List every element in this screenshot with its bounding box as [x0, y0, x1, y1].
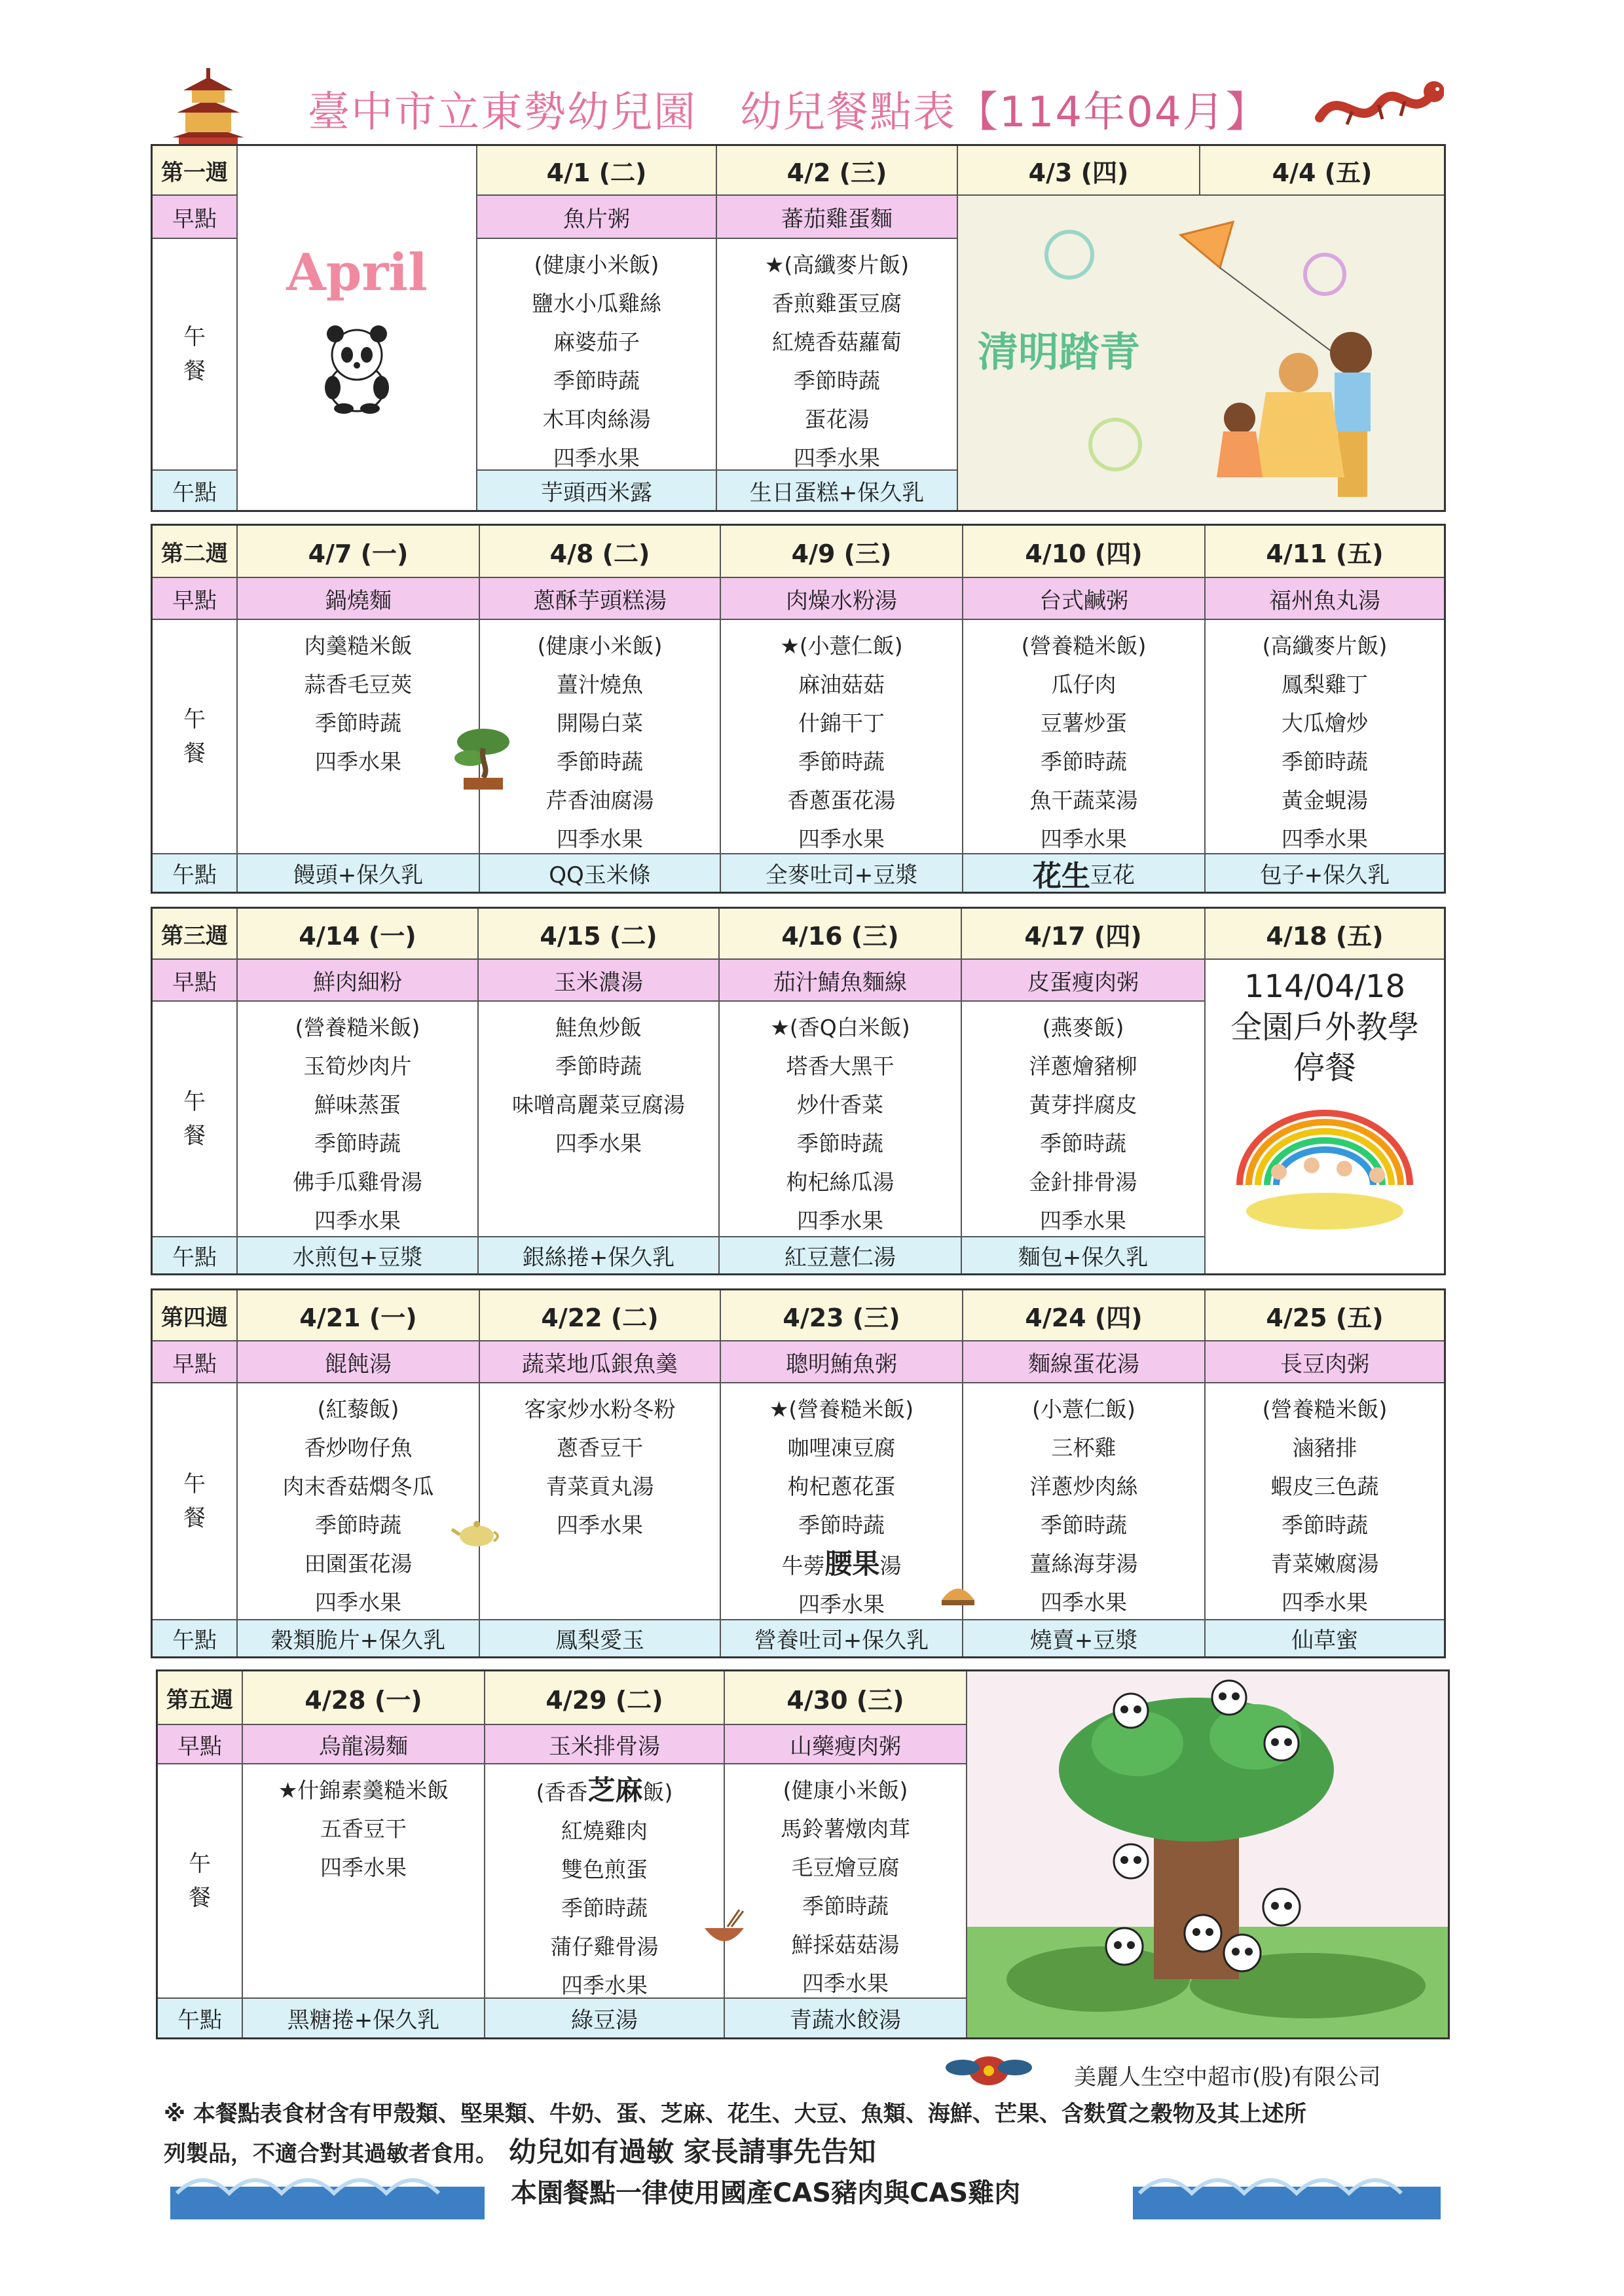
week1-day2-header: 4/2 (三)	[717, 146, 958, 196]
week4-day2-header: 4/22 (二)	[480, 1290, 721, 1341]
week2-lunch-label: 午 餐	[153, 620, 238, 854]
week4-day3-snack: 營養吐司+保久乳	[721, 1620, 963, 1656]
week1-day3-header: 4/3 (四)	[958, 146, 1200, 196]
week5-day1-breakfast: 烏龍湯麵	[243, 1725, 485, 1764]
week2-day1-lunch: 肉羹糙米飯 蒜香毛豆莢 季節時蔬 四季水果	[238, 620, 480, 854]
week5-day1-lunch: ★什錦素羹糙米飯 五香豆干 四季水果	[243, 1764, 485, 1999]
week4-day3-header: 4/23 (三)	[721, 1290, 963, 1341]
flower-icon	[943, 2048, 1035, 2094]
week3-day2-header: 4/15 (二)	[479, 909, 720, 960]
week3-day5-header: 4/18 (五)	[1206, 909, 1444, 960]
april-text: April	[286, 242, 428, 302]
week4-day3-lunch: ★(營養糙米飯) 咖哩凍豆腐 枸杞蔥花蛋 季節時蔬 牛蒡腰果湯 四季水果	[721, 1383, 963, 1620]
week3-day4-breakfast: 皮蛋瘦肉粥	[962, 960, 1206, 1002]
week5-day2-breakfast: 玉米排骨湯	[485, 1725, 725, 1764]
week3-label: 第三週	[153, 909, 238, 960]
week3-day4-header: 4/17 (四)	[962, 909, 1206, 960]
week5-breakfast-label: 早點	[158, 1725, 243, 1764]
week4-day4-breakfast: 麵線蛋花湯	[963, 1341, 1206, 1383]
week2-day2-breakfast: 蔥酥芋頭糕湯	[480, 578, 721, 620]
allergy-notice	[164, 2095, 1441, 2173]
week2-day1-header: 4/7 (一)	[238, 526, 480, 578]
week2-day4-lunch: (營養糙米飯) 瓜仔肉 豆薯炒蛋 季節時蔬 魚干蔬菜湯 四季水果	[963, 620, 1206, 854]
week3-day1-lunch: (營養糙米飯) 玉筍炒肉片 鮮味蒸蛋 季節時蔬 佛手瓜雞骨湯 四季水果	[238, 1002, 479, 1237]
week2-breakfast-label: 早點	[153, 578, 238, 620]
week2-day4-breakfast: 台式鹹粥	[963, 578, 1206, 620]
week5-day3-snack: 青蔬水餃湯	[725, 1999, 967, 2037]
week5-lunch-label: 午 餐	[158, 1764, 243, 1999]
qingming-scene	[958, 196, 1444, 510]
week5-day3-header: 4/30 (三)	[725, 1671, 967, 1725]
week4-day5-breakfast: 長豆肉粥	[1206, 1341, 1444, 1383]
week2-day5-lunch: (高纖麥片飯) 鳳梨雞丁 大瓜燴炒 季節時蔬 黃金蜆湯 四季水果	[1206, 620, 1444, 854]
panda-icon	[314, 322, 399, 414]
week3-lunch-label: 午 餐	[153, 1002, 238, 1237]
week2-day2-lunch: (健康小米飯) 薑汁燒魚 開陽白菜 季節時蔬 芹香油腐湯 四季水果	[480, 620, 721, 854]
footer-company: 美麗人生空中超市(股)有限公司	[1074, 2064, 1381, 2090]
week4-day1-snack: 穀類脆片+保久乳	[238, 1620, 480, 1656]
week3-day2-lunch: 鮭魚炒飯 季節時蔬 味噌高麗菜豆腐湯 四季水果	[479, 1002, 720, 1237]
month-label: 【114年04月】	[956, 88, 1269, 137]
week2-day4-snack: 花生 豆花	[963, 854, 1206, 892]
week2-day5-breakfast: 福州魚丸湯	[1206, 578, 1444, 620]
week3-day3-snack: 紅豆薏仁湯	[720, 1237, 962, 1273]
bowl-icon	[701, 1908, 747, 1948]
week3-snack-label: 午點	[153, 1237, 238, 1273]
week5-day3-breakfast: 山藥瘦肉粥	[725, 1725, 967, 1764]
week5-day2-header: 4/29 (二)	[485, 1671, 725, 1725]
rainbow-children-icon	[1227, 1100, 1423, 1231]
week5-snack-label: 午點	[158, 1999, 243, 2037]
notice-line2: 列製品，不適合對其過敏者食用。	[164, 2141, 487, 2167]
week5-day1-snack: 黑糖捲+保久乳	[243, 1999, 485, 2037]
week3-day2-breakfast: 玉米濃湯	[479, 960, 720, 1002]
week4-snack-label: 午點	[153, 1620, 238, 1656]
week3-day3-header: 4/16 (三)	[720, 909, 962, 960]
notice-emphasis: 幼兒如有過敏 家長請事先告知	[509, 2136, 876, 2168]
week4-day5-header: 4/25 (五)	[1206, 1290, 1444, 1341]
week4-day2-snack: 鳳梨愛玉	[480, 1620, 721, 1656]
week3-day4-snack: 麵包+保久乳	[962, 1237, 1206, 1273]
week4-day2-breakfast: 蔬菜地瓜銀魚羹	[480, 1341, 721, 1383]
week4-breakfast-label: 早點	[153, 1341, 238, 1383]
week1-day2-breakfast: 蕃茄雞蛋麵	[717, 196, 958, 239]
week3-day1-snack: 水煎包+豆漿	[238, 1237, 479, 1273]
week3-day1-header: 4/14 (一)	[238, 909, 479, 960]
week1-day1-breakfast: 魚片粥	[477, 196, 717, 239]
week1-day2-snack: 生日蛋糕+保久乳	[717, 471, 958, 510]
week1-breakfast-label: 早點	[153, 196, 238, 239]
notice-line1: ※ 本餐點表食材含有甲殼類、堅果類、牛奶、蛋、芝麻、花生、大豆、魚類、海鮮、芒果、含麩質之穀物及其上述所	[164, 2101, 1306, 2127]
panda-tree-illustration	[967, 1671, 1448, 2037]
week4-day1-lunch: (紅藜飯) 香炒吻仔魚 肉末香菇燜冬瓜 季節時蔬 田園蛋花湯 四季水果	[238, 1383, 480, 1620]
week5-day1-header: 4/28 (一)	[243, 1671, 485, 1725]
bonsai-icon	[451, 722, 516, 794]
week2-day3-breakfast: 肉燥水粉湯	[721, 578, 963, 620]
week5-day3-lunch: (健康小米飯) 馬鈴薯燉肉茸 毛豆燴豆腐 季節時蔬 鮮採菇菇湯 四季水果	[725, 1764, 967, 1999]
week2-day5-snack: 包子+保久乳	[1206, 854, 1444, 892]
week5-label: 第五週	[158, 1671, 243, 1725]
week3-day3-lunch: ★(香Q白米飯) 塔香大黑干 炒什香菜 季節時蔬 枸杞絲瓜湯 四季水果	[720, 1002, 962, 1237]
qingming-text: 清明踏青	[978, 328, 1141, 376]
week4-table	[151, 1288, 1446, 1658]
week4-day4-snack: 燒賣+豆漿	[963, 1620, 1206, 1656]
week2-table	[151, 524, 1446, 894]
week2-day5-header: 4/11 (五)	[1206, 526, 1444, 578]
week3-table	[151, 907, 1446, 1275]
week5-day2-lunch: (香香芝麻飯) 紅燒雞肉 雙色煎蛋 季節時蔬 蒲仔雞骨湯 四季水果	[485, 1764, 725, 1999]
week4-day5-lunch: (營養糙米飯) 滷豬排 蝦皮三色蔬 季節時蔬 青菜嫩腐湯 四季水果	[1206, 1383, 1444, 1620]
week2-day1-snack: 饅頭+保久乳	[238, 854, 480, 892]
week2-day2-header: 4/8 (二)	[480, 526, 721, 578]
qingming-illustration	[958, 196, 1444, 510]
week3-day1-breakfast: 鮮肉細粉	[238, 960, 479, 1002]
week4-label: 第四週	[153, 1290, 238, 1341]
week4-day4-lunch: (小薏仁飯) 三杯雞 洋蔥炒肉絲 季節時蔬 薑絲海芽湯 四季水果	[963, 1383, 1206, 1620]
week3-day2-snack: 銀絲捲+保久乳	[479, 1237, 720, 1273]
week4-day2-lunch: 客家炒水粉冬粉 蔥香豆干 青菜貢丸湯 四季水果	[480, 1383, 721, 1620]
dessert-icon	[938, 1577, 978, 1610]
april-illustration	[238, 146, 477, 510]
teapot-icon	[451, 1516, 503, 1549]
week2-label: 第二週	[153, 526, 238, 578]
week1-label: 第一週	[153, 146, 238, 196]
week2-day3-snack: 全麥吐司+豆漿	[721, 854, 963, 892]
week4-day3-breakfast: 聰明鮪魚粥	[721, 1341, 963, 1383]
dragon-icon	[1313, 65, 1444, 144]
week1-day4-header: 4/4 (五)	[1200, 146, 1444, 196]
pagoda-icon	[169, 65, 248, 151]
week2-snack-label: 午點	[153, 854, 238, 892]
week4-day4-header: 4/24 (四)	[963, 1290, 1206, 1341]
week4-day5-snack: 仙草蜜	[1206, 1620, 1444, 1656]
week2-day3-lunch: ★(小薏仁飯) 麻油菇菇 什錦干丁 季節時蔬 香蔥蛋花湯 四季水果	[721, 620, 963, 854]
week5-day2-snack: 綠豆湯	[485, 1999, 725, 2037]
week4-day1-breakfast: 餛飩湯	[238, 1341, 480, 1383]
week3-day4-lunch: (燕麥飯) 洋蔥燴豬柳 黃芽拌腐皮 季節時蔬 金針排骨湯 四季水果	[962, 1002, 1206, 1237]
week1-day2-lunch: ★(高纖麥片飯) 香煎雞蛋豆腐 紅燒香菇蘿蔔 季節時蔬 蛋花湯 四季水果	[717, 239, 958, 471]
week3-day3-breakfast: 茄汁鯖魚麵線	[720, 960, 962, 1002]
week1-lunch-label: 午 餐	[153, 239, 238, 471]
week4-lunch-label: 午 餐	[153, 1383, 238, 1620]
week5-table	[156, 1669, 1450, 2039]
week3-day5-note: 114/04/18 全園戶外教學 停餐	[1206, 960, 1444, 1273]
week1-day1-snack: 芋頭西米露	[477, 471, 717, 510]
page-title: 臺中市立東勢幼兒園 幼兒餐點表【114年04月】	[308, 88, 1269, 137]
week2-day1-breakfast: 鍋燒麵	[238, 578, 480, 620]
week2-day4-header: 4/10 (四)	[963, 526, 1206, 578]
cas-statement: 本園餐點一律使用國產CAS豬肉與CAS雞肉	[511, 2178, 1021, 2208]
week2-day3-header: 4/9 (三)	[721, 526, 963, 578]
week1-day1-lunch: (健康小米飯) 鹽水小瓜雞絲 麻婆茄子 季節時蔬 木耳肉絲湯 四季水果	[477, 239, 717, 471]
week2-day2-snack: QQ玉米條	[480, 854, 721, 892]
week1-table	[151, 144, 1446, 512]
week1-day1-header: 4/1 (二)	[477, 146, 717, 196]
week1-snack-label: 午點	[153, 471, 238, 510]
week4-day1-header: 4/21 (一)	[238, 1290, 480, 1341]
week3-breakfast-label: 早點	[153, 960, 238, 1002]
